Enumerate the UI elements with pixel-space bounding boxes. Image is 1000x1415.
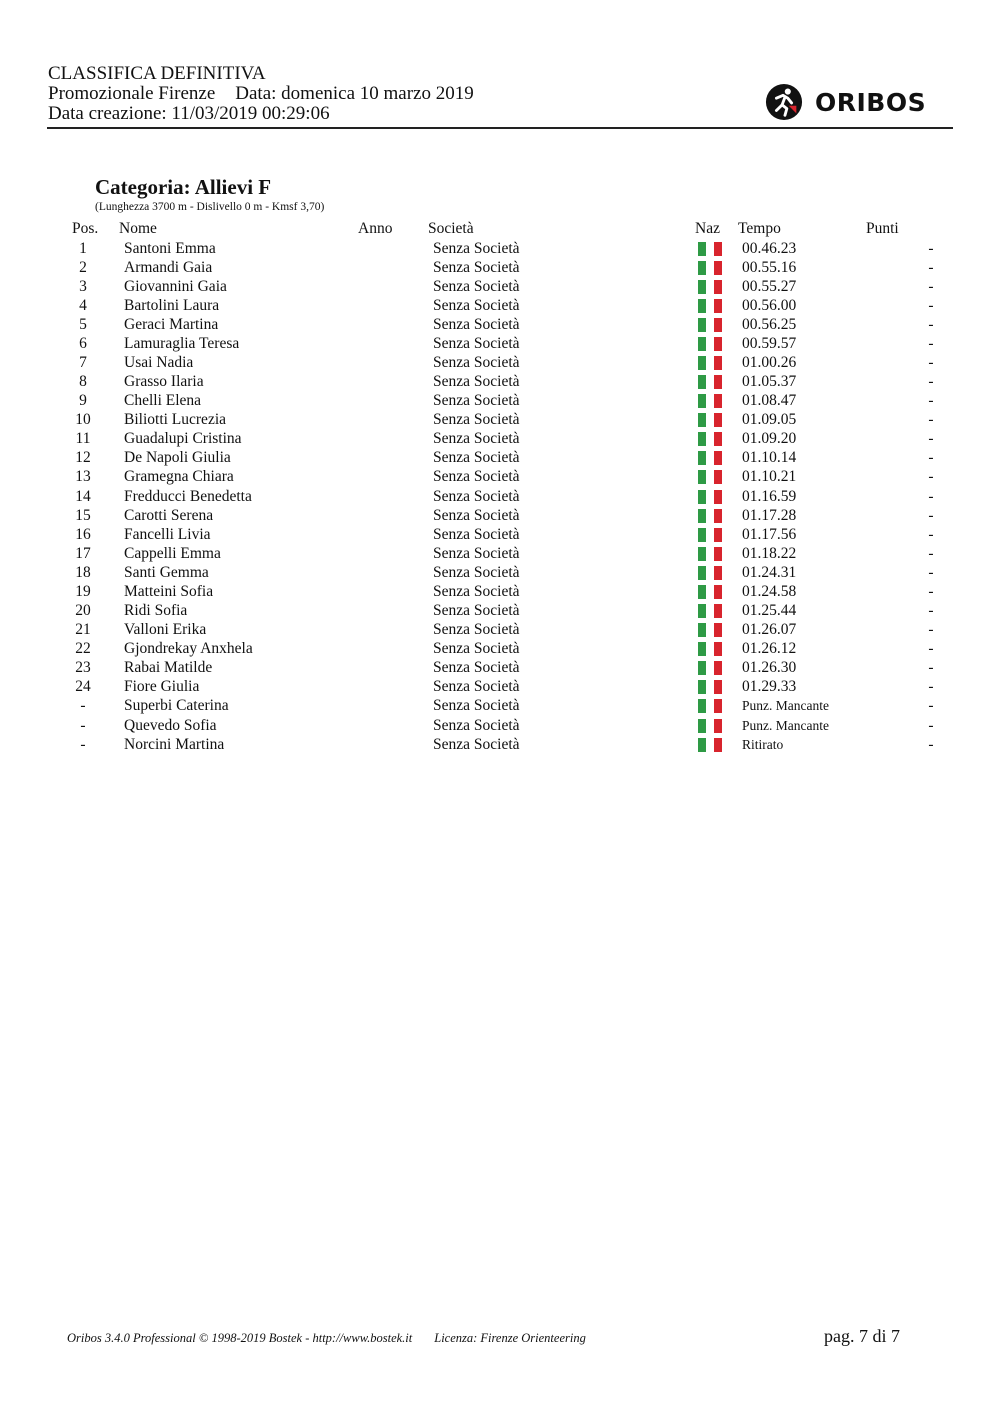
- table-row: [0, 448, 1000, 467]
- event-date: Data: domenica 10 marzo 2019: [235, 83, 474, 104]
- table-row: [0, 296, 1000, 315]
- result-position: 13: [75, 468, 91, 486]
- points: -: [928, 582, 934, 600]
- club-name: Senza Società: [433, 277, 520, 295]
- athlete-name: Usai Nadia: [124, 353, 194, 371]
- athlete-name: Chelli Elena: [124, 392, 202, 410]
- italy-flag-icon: [698, 585, 722, 599]
- result-position: 5: [79, 315, 87, 333]
- italy-flag-icon: [698, 566, 722, 580]
- finish-time: 01.10.21: [742, 468, 797, 486]
- italy-flag-icon: [698, 394, 722, 408]
- athlete-name: Fredducci Benedetta: [124, 487, 252, 505]
- athlete-name: Grasso Ilaria: [124, 373, 204, 391]
- result-position: 1: [79, 239, 87, 257]
- club-name: Senza Società: [433, 544, 520, 562]
- athlete-name: Quevedo Sofia: [124, 716, 217, 734]
- finish-time: 00.46.23: [742, 239, 797, 257]
- result-position: -: [80, 735, 86, 753]
- finish-time: 00.55.16: [742, 258, 797, 276]
- club-name: Senza Società: [433, 602, 520, 620]
- event-line: [48, 84, 474, 104]
- table-row: [0, 582, 1000, 601]
- points: -: [928, 239, 934, 257]
- finish-time: 01.09.05: [742, 411, 797, 429]
- result-position: 12: [75, 449, 91, 467]
- athlete-name: Santi Gemma: [124, 563, 209, 581]
- finish-time: 01.08.47: [742, 392, 797, 410]
- table-row: [0, 467, 1000, 486]
- athlete-name: Geraci Martina: [124, 315, 219, 333]
- finish-time: 01.17.28: [742, 506, 797, 524]
- column-header-pos: Pos.: [72, 220, 99, 237]
- result-position: 20: [75, 602, 91, 620]
- table-row: [0, 429, 1000, 448]
- italy-flag-icon: [698, 719, 722, 733]
- category-title: Categoria: Allievi F: [95, 175, 272, 199]
- club-name: Senza Società: [433, 430, 520, 448]
- athlete-name: Biliotti Lucrezia: [124, 411, 227, 429]
- table-row: [0, 277, 1000, 296]
- club-name: Senza Società: [433, 640, 520, 658]
- result-position: 3: [79, 277, 87, 295]
- finish-time: 01.16.59: [742, 487, 797, 505]
- result-position: 8: [79, 373, 87, 391]
- points: -: [928, 697, 934, 715]
- finish-time: 01.29.33: [742, 678, 797, 696]
- license-text: Licenza: Firenze Orienteering: [434, 1331, 586, 1345]
- finish-time: 00.56.00: [742, 296, 797, 314]
- points: -: [928, 468, 934, 486]
- italy-flag-icon: [698, 375, 722, 389]
- table-row: [0, 677, 1000, 696]
- result-position: 2: [79, 258, 87, 276]
- athlete-name: Rabai Matilde: [124, 659, 213, 677]
- club-name: Senza Società: [433, 621, 520, 639]
- club-name: Senza Società: [433, 735, 520, 753]
- software-credit: Oribos 3.4.0 Professional © 1998-2019 Bostek - http://www.bostek.it: [67, 1331, 413, 1345]
- finish-time: 01.09.20: [742, 430, 797, 448]
- result-position: 24: [75, 678, 91, 696]
- italy-flag-icon: [698, 528, 722, 542]
- points: -: [928, 296, 934, 314]
- club-name: Senza Società: [433, 449, 520, 467]
- points: -: [928, 373, 934, 391]
- finish-time: 01.00.26: [742, 353, 797, 371]
- result-position: 18: [75, 563, 91, 581]
- italy-flag-icon: [698, 261, 722, 275]
- points: -: [928, 735, 934, 753]
- column-header-tempo: Tempo: [738, 220, 781, 237]
- finish-time: Punz. Mancante: [742, 698, 829, 714]
- italy-flag-icon: [698, 738, 722, 752]
- athlete-name: Santoni Emma: [124, 239, 216, 257]
- result-position: 10: [75, 411, 91, 429]
- italy-flag-icon: [698, 280, 722, 294]
- table-row: [0, 487, 1000, 506]
- table-header: [0, 219, 1000, 238]
- result-position: 4: [79, 296, 87, 314]
- page-footer: [67, 1331, 586, 1346]
- italy-flag-icon: [698, 509, 722, 523]
- result-position: 22: [75, 640, 91, 658]
- italy-flag-icon: [698, 642, 722, 656]
- athlete-name: Giovannini Gaia: [124, 277, 227, 295]
- result-position: 14: [75, 487, 91, 505]
- points: -: [928, 430, 934, 448]
- club-name: Senza Società: [433, 315, 520, 333]
- athlete-name: Fancelli Livia: [124, 525, 211, 543]
- table-row: [0, 315, 1000, 334]
- athlete-name: Fiore Giulia: [124, 678, 200, 696]
- athlete-name: Cappelli Emma: [124, 544, 221, 562]
- table-row: [0, 735, 1000, 754]
- points: -: [928, 525, 934, 543]
- table-row: [0, 639, 1000, 658]
- italy-flag-icon: [698, 299, 722, 313]
- athlete-name: Carotti Serena: [124, 506, 214, 524]
- table-row: [0, 563, 1000, 582]
- finish-time: 01.26.07: [742, 621, 797, 639]
- event-name: Promozionale Firenze: [48, 83, 216, 104]
- points: -: [928, 602, 934, 620]
- points: -: [928, 277, 934, 295]
- header-divider: [47, 127, 953, 129]
- athlete-name: Matteini Sofia: [124, 582, 214, 600]
- result-position: 11: [75, 430, 91, 448]
- points: -: [928, 353, 934, 371]
- athlete-name: Guadalupi Cristina: [124, 430, 242, 448]
- column-header-anno: Anno: [358, 220, 393, 237]
- result-position: 9: [79, 392, 87, 410]
- logo-text: ORIBOS: [815, 87, 927, 117]
- italy-flag-icon: [698, 242, 722, 256]
- report-title: CLASSIFICA DEFINITIVA: [48, 63, 266, 84]
- points: -: [928, 506, 934, 524]
- club-name: Senza Società: [433, 392, 520, 410]
- club-name: Senza Società: [433, 563, 520, 581]
- points: -: [928, 621, 934, 639]
- club-name: Senza Società: [433, 487, 520, 505]
- athlete-name: Gjondrekay Anxhela: [124, 640, 253, 658]
- club-name: Senza Società: [433, 353, 520, 371]
- result-position: -: [80, 697, 86, 715]
- athlete-name: Armandi Gaia: [124, 258, 213, 276]
- points: -: [928, 449, 934, 467]
- club-name: Senza Società: [433, 334, 520, 352]
- points: -: [928, 334, 934, 352]
- category-subtitle: (Lunghezza 3700 m - Dislivello 0 m - Kmsf 3,70): [95, 201, 325, 213]
- points: -: [928, 716, 934, 734]
- column-header-punti: Punti: [866, 220, 899, 237]
- table-row: [0, 334, 1000, 353]
- italy-flag-icon: [698, 432, 722, 446]
- result-position: 19: [75, 582, 91, 600]
- table-row: [0, 525, 1000, 544]
- column-header-nome: Nome: [119, 220, 157, 237]
- finish-time: 01.17.56: [742, 525, 797, 543]
- club-name: Senza Società: [433, 239, 520, 257]
- oribos-logo: [765, 82, 926, 122]
- athlete-name: Valloni Erika: [124, 621, 207, 639]
- club-name: Senza Società: [433, 468, 520, 486]
- table-row: [0, 391, 1000, 410]
- result-position: 7: [79, 353, 87, 371]
- finish-time: 01.05.37: [742, 373, 797, 391]
- column-header-naz: Naz: [695, 220, 720, 237]
- result-position: 17: [75, 544, 91, 562]
- athlete-name: Lamuraglia Teresa: [124, 334, 240, 352]
- page-number: pag. 7 di 7: [824, 1326, 900, 1346]
- table-row: [0, 658, 1000, 677]
- italy-flag-icon: [698, 318, 722, 332]
- athlete-name: Gramegna Chiara: [124, 468, 234, 486]
- points: -: [928, 315, 934, 333]
- result-position: -: [80, 716, 86, 734]
- points: -: [928, 563, 934, 581]
- athlete-name: Ridi Sofia: [124, 602, 188, 620]
- finish-time: 01.25.44: [742, 602, 797, 620]
- italy-flag-icon: [698, 490, 722, 504]
- italy-flag-icon: [698, 470, 722, 484]
- points: -: [928, 258, 934, 276]
- table-row: [0, 601, 1000, 620]
- athlete-name: Superbi Caterina: [124, 697, 229, 715]
- table-row: [0, 544, 1000, 563]
- finish-time: 01.24.58: [742, 582, 797, 600]
- italy-flag-icon: [698, 337, 722, 351]
- athlete-name: De Napoli Giulia: [124, 449, 231, 467]
- points: -: [928, 659, 934, 677]
- club-name: Senza Società: [433, 716, 520, 734]
- club-name: Senza Società: [433, 506, 520, 524]
- points: -: [928, 544, 934, 562]
- italy-flag-icon: [698, 680, 722, 694]
- athlete-name: Bartolini Laura: [124, 296, 220, 314]
- italy-flag-icon: [698, 547, 722, 561]
- italy-flag-icon: [698, 623, 722, 637]
- italy-flag-icon: [698, 661, 722, 675]
- table-row: [0, 696, 1000, 715]
- points: -: [928, 392, 934, 410]
- finish-time: Punz. Mancante: [742, 717, 829, 733]
- points: -: [928, 487, 934, 505]
- table-row: [0, 620, 1000, 639]
- table-row: [0, 239, 1000, 258]
- italy-flag-icon: [698, 604, 722, 618]
- club-name: Senza Società: [433, 678, 520, 696]
- club-name: Senza Società: [433, 373, 520, 391]
- club-name: Senza Società: [433, 659, 520, 677]
- points: -: [928, 640, 934, 658]
- finish-time: Ritirato: [742, 736, 784, 752]
- finish-time: 00.56.25: [742, 315, 797, 333]
- creation-date: Data creazione: 11/03/2019 00:29:06: [48, 103, 330, 124]
- result-position: 21: [75, 621, 91, 639]
- club-name: Senza Società: [433, 258, 520, 276]
- result-position: 23: [75, 659, 91, 677]
- club-name: Senza Società: [433, 582, 520, 600]
- result-position: 6: [79, 334, 87, 352]
- result-position: 16: [75, 525, 91, 543]
- athlete-name: Norcini Martina: [124, 735, 225, 753]
- finish-time: 01.10.14: [742, 449, 797, 467]
- result-position: 15: [75, 506, 91, 524]
- finish-time: 01.26.30: [742, 659, 797, 677]
- finish-time: 00.55.27: [742, 277, 797, 295]
- table-row: [0, 506, 1000, 525]
- finish-time: 01.24.31: [742, 563, 797, 581]
- table-row: [0, 258, 1000, 277]
- club-name: Senza Società: [433, 697, 520, 715]
- column-header-societa: Società: [428, 220, 474, 237]
- table-row: [0, 410, 1000, 429]
- italy-flag-icon: [698, 413, 722, 427]
- italy-flag-icon: [698, 699, 722, 713]
- points: -: [928, 411, 934, 429]
- finish-time: 01.18.22: [742, 544, 797, 562]
- table-row: [0, 716, 1000, 735]
- club-name: Senza Società: [433, 296, 520, 314]
- table-row: [0, 353, 1000, 372]
- club-name: Senza Società: [433, 525, 520, 543]
- points: -: [928, 678, 934, 696]
- runner-logo-icon: [765, 83, 803, 121]
- italy-flag-icon: [698, 356, 722, 370]
- finish-time: 01.26.12: [742, 640, 797, 658]
- header-block: [48, 64, 474, 124]
- finish-time: 00.59.57: [742, 334, 797, 352]
- table-row: [0, 372, 1000, 391]
- italy-flag-icon: [698, 451, 722, 465]
- club-name: Senza Società: [433, 411, 520, 429]
